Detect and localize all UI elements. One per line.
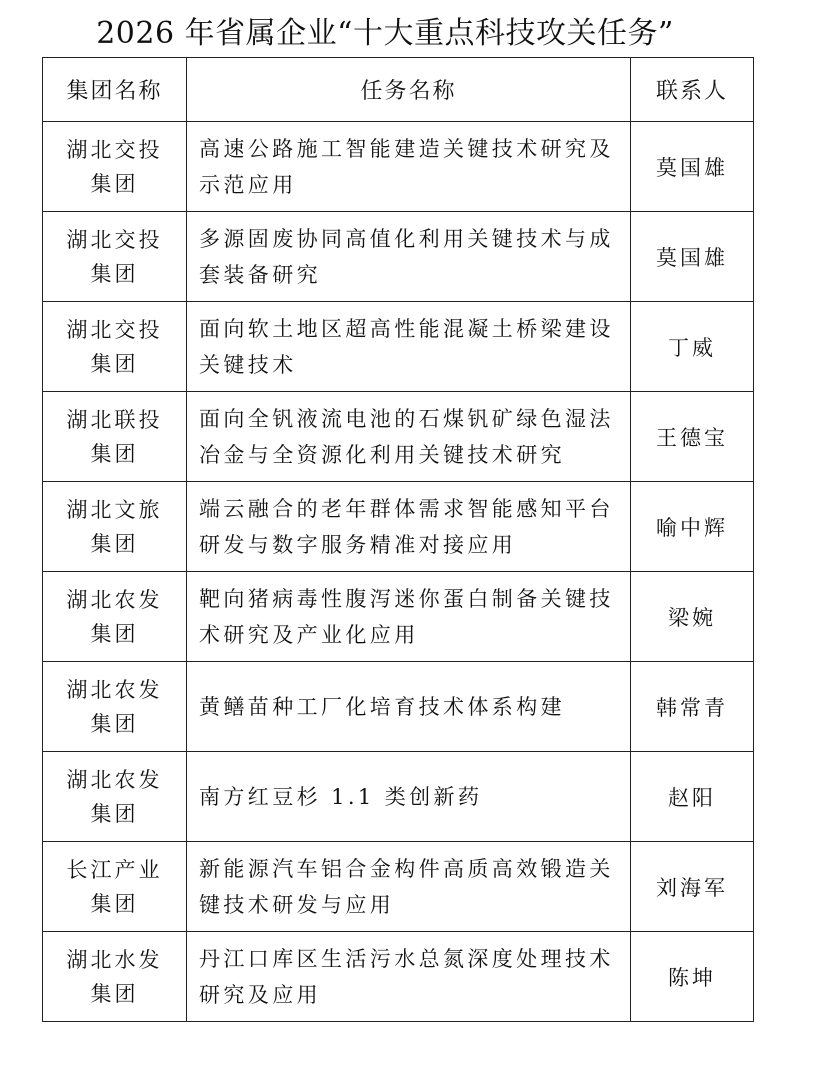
group-cell: 湖北水发集团 xyxy=(43,932,187,1022)
header-row xyxy=(43,58,754,122)
header-contact: 联系人 xyxy=(631,58,754,122)
task-cell: 端云融合的老年群体需求智能感知平台研发与数字服务精准对接应用 xyxy=(187,482,631,572)
group-cell: 湖北联投集团 xyxy=(43,392,187,482)
table-row xyxy=(43,122,754,212)
tasks-table xyxy=(42,57,754,1022)
contact-cell: 莫国雄 xyxy=(631,212,754,302)
table-row xyxy=(43,212,754,302)
table-row xyxy=(43,662,754,752)
task-cell: 丹江口库区生活污水总氮深度处理技术研究及应用 xyxy=(187,932,631,1022)
contact-cell: 陈坤 xyxy=(631,932,754,1022)
group-cell: 湖北交投集团 xyxy=(43,302,187,392)
task-cell: 南方红豆杉 1.1 类创新药 xyxy=(187,752,631,842)
header-task-name: 任务名称 xyxy=(187,58,631,122)
group-cell: 湖北农发集团 xyxy=(43,752,187,842)
table-body xyxy=(43,122,754,1022)
document-title: 2026 年省属企业“十大重点科技攻关任务” xyxy=(96,16,674,51)
task-cell: 面向全钒液流电池的石煤钒矿绿色湿法冶金与全资源化利用关键技术研究 xyxy=(187,392,631,482)
group-cell: 湖北农发集团 xyxy=(43,572,187,662)
table-row xyxy=(43,842,754,932)
task-cell: 靶向猪病毒性腹泻迷你蛋白制备关键技术研究及产业化应用 xyxy=(187,572,631,662)
group-cell: 湖北交投集团 xyxy=(43,212,187,302)
contact-cell: 丁威 xyxy=(631,302,754,392)
group-cell: 湖北交投集团 xyxy=(43,122,187,212)
table-row xyxy=(43,932,754,1022)
contact-cell: 韩常青 xyxy=(631,662,754,752)
header-group-name: 集团名称 xyxy=(43,58,187,122)
contact-cell: 刘海军 xyxy=(631,842,754,932)
table-row xyxy=(43,752,754,842)
task-cell: 高速公路施工智能建造关键技术研究及示范应用 xyxy=(187,122,631,212)
task-cell: 多源固废协同高值化利用关键技术与成套装备研究 xyxy=(187,212,631,302)
table-row xyxy=(43,482,754,572)
table-row xyxy=(43,572,754,662)
contact-cell: 莫国雄 xyxy=(631,122,754,212)
task-cell: 新能源汽车铝合金构件高质高效锻造关键技术研发与应用 xyxy=(187,842,631,932)
contact-cell: 喻中辉 xyxy=(631,482,754,572)
task-cell: 黄鳝苗种工厂化培育技术体系构建 xyxy=(187,662,631,752)
table-header xyxy=(43,58,754,122)
group-cell: 湖北农发集团 xyxy=(43,662,187,752)
contact-cell: 王德宝 xyxy=(631,392,754,482)
group-cell: 湖北文旅集团 xyxy=(43,482,187,572)
group-cell: 长江产业集团 xyxy=(43,842,187,932)
contact-cell: 梁婉 xyxy=(631,572,754,662)
table-row xyxy=(43,392,754,482)
contact-cell: 赵阳 xyxy=(631,752,754,842)
table-row xyxy=(43,302,754,392)
task-cell: 面向软土地区超高性能混凝土桥梁建设关键技术 xyxy=(187,302,631,392)
